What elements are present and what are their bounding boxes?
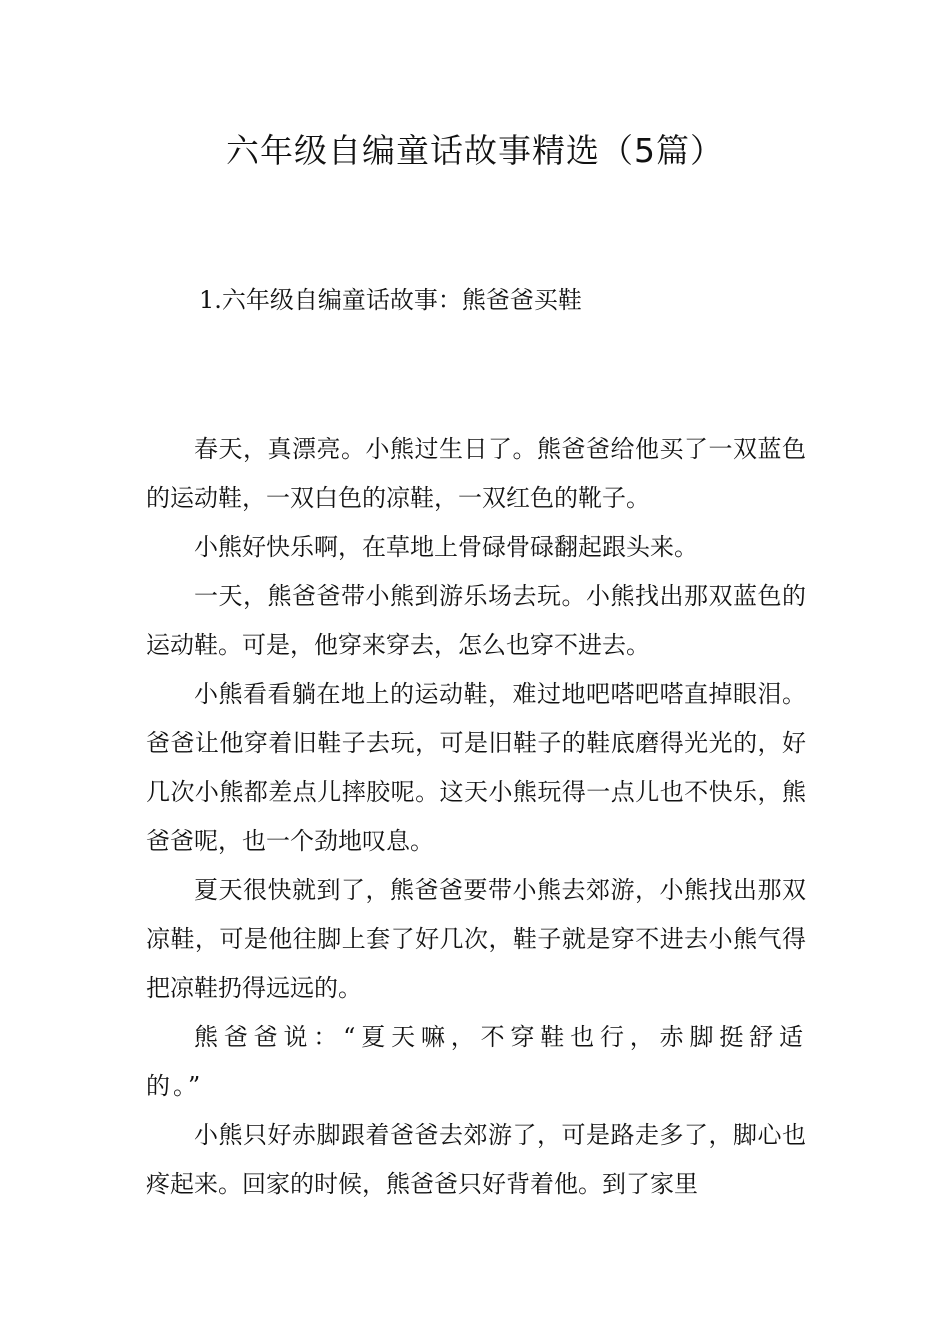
paragraph: 夏天很快就到了，熊爸爸要带小熊去郊游，小熊找出那双凉鞋，可是他往脚上套了好几次，鞋子就是穿不进去小熊气得把凉鞋扔得远远的。 — [146, 876, 806, 1002]
paragraph: 小熊好快乐啊，在草地上骨碌骨碌翻起跟头来。 — [194, 533, 698, 561]
paragraph: 熊爸爸说：“夏天嘛，不穿鞋也行，赤脚挺舒适的。” — [146, 1023, 806, 1100]
story-body — [146, 425, 806, 1209]
paragraph: 小熊只好赤脚跟着爸爸去郊游了，可是路走多了，脚心也疼起来。回家的时候，熊爸爸只好背着他。到了家里 — [146, 1121, 806, 1198]
section-heading: 1.六年级自编童话故事：熊爸爸买鞋 — [199, 286, 582, 314]
paragraph: 小熊看看躺在地上的运动鞋，难过地吧嗒吧嗒直掉眼泪。爸爸让他穿着旧鞋子去玩，可是旧鞋子的鞋底磨得光光的，好几次小熊都差点儿摔胶呢。这天小熊玩得一点儿也不快乐，熊爸爸呢，也一个劲地叹息。 — [146, 680, 806, 855]
paragraph: 一天，熊爸爸带小熊到游乐场去玩。小熊找出那双蓝色的运动鞋。可是，他穿来穿去，怎么也穿不进去。 — [146, 582, 806, 659]
document-title: 六年级自编童话故事精选（5篇） — [226, 131, 724, 170]
paragraph: 春天，真漂亮。小熊过生日了。熊爸爸给他买了一双蓝色的运动鞋，一双白色的凉鞋，一双红色的靴子。 — [146, 435, 806, 512]
